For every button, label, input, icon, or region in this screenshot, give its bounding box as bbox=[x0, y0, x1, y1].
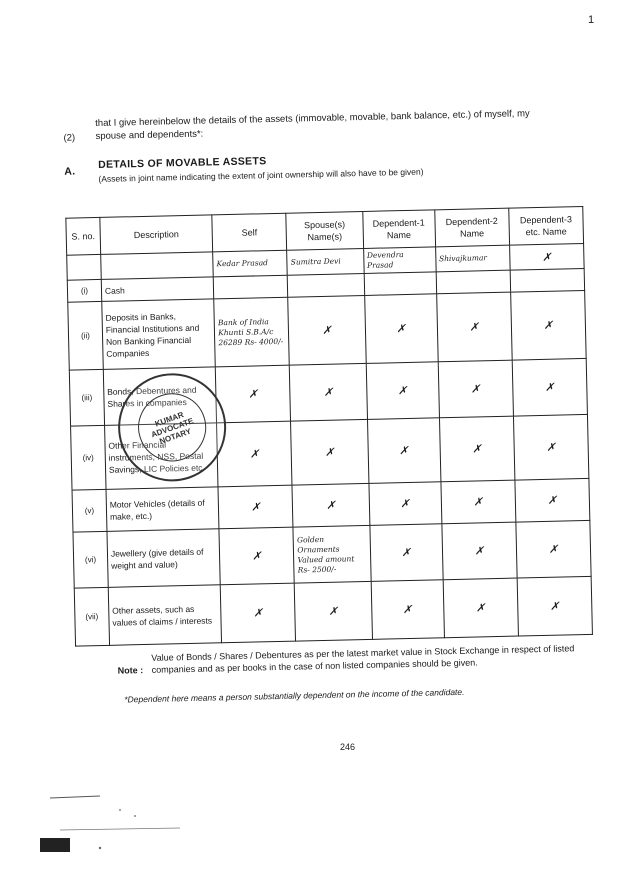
row-dependent-2: ✗ bbox=[438, 360, 513, 418]
section-letter: A. bbox=[64, 165, 76, 178]
row-dependent-1: ✗ bbox=[371, 580, 444, 640]
header-description: Description bbox=[100, 215, 213, 255]
row-dependent-1: Devendra Prasad bbox=[363, 247, 436, 274]
row-dependent-3: ✗ bbox=[515, 478, 590, 522]
row-dependent-3: ✗ bbox=[517, 576, 592, 636]
header-dependent-2: Dependent-2 Name bbox=[434, 208, 509, 247]
row-self: ✗ bbox=[219, 527, 294, 585]
row-sno: (i) bbox=[67, 279, 101, 302]
section-subtitle: (Assets in joint name indicating the extent of joint ownership will also have to be given) bbox=[98, 166, 424, 184]
corner-page-mark: 1 bbox=[588, 14, 595, 26]
row-description: Other assets, such as values of claims / interests bbox=[108, 585, 222, 646]
note-text: Value of Bonds / Shares / Debentures as per the latest market value in Stock Exchange in respect of listed companies and as per books in the case of non listed companies should be given. bbox=[151, 643, 575, 675]
row-self bbox=[213, 275, 288, 299]
notary-stamp-inner: KUMAR ADVOCATE NOTARY bbox=[129, 384, 216, 471]
note-label: Note : bbox=[117, 665, 144, 676]
header-dependent-1: Dependent-1 Name bbox=[362, 210, 435, 249]
row-dependent-2: ✗ bbox=[442, 522, 517, 580]
row-self: ✗ bbox=[220, 583, 295, 643]
row-description: Deposits in Banks, Financial Institutions and Non Banking Financial Companies bbox=[102, 299, 216, 370]
header-sno: S. no. bbox=[66, 217, 101, 255]
scan-noise-marks bbox=[40, 790, 240, 860]
row-description bbox=[101, 252, 214, 280]
row-spouse: ✗ bbox=[288, 295, 366, 365]
row-spouse bbox=[288, 273, 365, 297]
row-dependent-2: ✗ bbox=[443, 578, 518, 638]
row-description: Other Financial instruments, NSS, Postal Savings, LIC Policies etc. bbox=[104, 423, 218, 490]
table-row bbox=[74, 576, 592, 646]
row-dependent-1: ✗ bbox=[364, 294, 438, 364]
row-sno: (v) bbox=[72, 489, 107, 532]
row-dependent-3 bbox=[510, 268, 585, 292]
row-sno: (iv) bbox=[71, 425, 106, 490]
footnote: *Dependent here means a person substantially dependent on the income of the candidate. bbox=[124, 686, 465, 705]
row-dependent-1: ✗ bbox=[367, 418, 440, 484]
row-dependent-2: ✗ bbox=[439, 416, 515, 482]
row-description: Jewellery (give details of weight and value) bbox=[107, 529, 221, 588]
page-number: 246 bbox=[340, 742, 356, 752]
row-description: Motor Vehicles (details of make, etc.) bbox=[106, 487, 219, 532]
row-description: Cash bbox=[101, 277, 214, 302]
header-dependent-3: Dependent-3 etc. Name bbox=[509, 206, 584, 245]
row-description: Bonds, Debentures and Shares in companies bbox=[103, 367, 217, 426]
row-dependent-3: ✗ bbox=[516, 520, 591, 578]
row-spouse: ✗ bbox=[295, 581, 373, 641]
row-dependent-2 bbox=[436, 270, 511, 294]
row-dependent-1: ✗ bbox=[369, 482, 442, 526]
row-spouse: Sumitra Devi bbox=[287, 248, 364, 275]
header-self: Self bbox=[212, 213, 287, 252]
row-dependent-3: ✗ bbox=[512, 358, 587, 416]
section-title: DETAILS OF MOVABLE ASSETS bbox=[98, 155, 267, 171]
row-dependent-1: ✗ bbox=[366, 362, 439, 420]
row-dependent-3: ✗ bbox=[509, 243, 584, 270]
row-dependent-1 bbox=[364, 272, 437, 296]
row-spouse: ✗ bbox=[292, 483, 369, 527]
row-dependent-3: ✗ bbox=[513, 414, 589, 480]
row-dependent-1: ✗ bbox=[370, 524, 443, 582]
header-spouse: Spouse(s) Name(s) bbox=[286, 211, 363, 250]
row-sno bbox=[67, 254, 101, 280]
row-self: ✗ bbox=[218, 485, 293, 529]
row-spouse: Golden Ornaments Valued amount Rs- 2500/- bbox=[293, 525, 371, 583]
row-dependent-2: ✗ bbox=[441, 480, 516, 524]
row-sno: (vii) bbox=[74, 587, 109, 646]
row-self: ✗ bbox=[215, 365, 290, 423]
row-self: Bank of India Khunti S.B.A/c 26289 Rs- 4000/- bbox=[214, 297, 290, 367]
row-dependent-2: Shivajkumar bbox=[435, 245, 510, 272]
row-sno: (iii) bbox=[69, 369, 104, 426]
row-spouse: ✗ bbox=[290, 363, 368, 421]
row-sno: (ii) bbox=[68, 301, 103, 370]
row-sno: (vi) bbox=[73, 531, 108, 588]
row-dependent-3: ✗ bbox=[510, 290, 586, 360]
intro-number: (2) bbox=[63, 132, 76, 144]
row-self: Kedar Prasad bbox=[213, 250, 288, 277]
intro-text: that I give hereinbelow the details of the assets (immovable, movable, bank balance, etc.) of myself, my spouse and dependents*: bbox=[95, 108, 530, 143]
row-dependent-2: ✗ bbox=[436, 292, 512, 362]
table-row bbox=[68, 290, 586, 370]
row-spouse: ✗ bbox=[291, 419, 369, 485]
row-self: ✗ bbox=[217, 421, 293, 487]
